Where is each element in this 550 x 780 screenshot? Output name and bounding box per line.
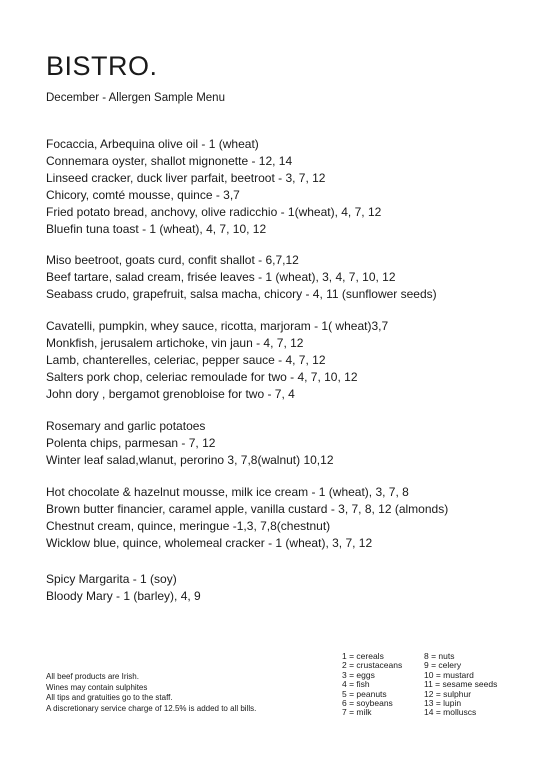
menu-item: Wicklow blue, quince, wholemeal cracker - 1 (wheat), 3, 7, 12 [46, 536, 373, 550]
allergen-legend-item: 3 = eggs [342, 669, 375, 680]
menu-item: Chicory, comté mousse, quince - 3,7 [46, 188, 240, 202]
allergen-legend-item: 6 = soybeans [342, 698, 393, 709]
menu-section-sides [46, 418, 526, 469]
allergen-legend-item: 9 = celery [424, 660, 462, 671]
page-subtitle: December - Allergen Sample Menu [46, 92, 225, 104]
allergen-legend-item: 7 = milk [342, 707, 372, 718]
menu-item: Fried potato bread, anchovy, olive radicchio - 1(wheat), 4, 7, 12 [46, 205, 382, 219]
footer-note: All beef products are Irish. [46, 672, 139, 681]
menu-item: Hot chocolate & hazelnut mousse, milk ice cream - 1 (wheat), 3, 7, 8 [46, 485, 409, 499]
menu-item: Rosemary and garlic potatoes [46, 419, 206, 433]
allergen-legend-item: 14 = molluscs [424, 707, 477, 718]
menu-item: Chestnut cream, quince, meringue -1,3, 7,8(chestnut) [46, 519, 331, 533]
menu-item: Miso beetroot, goats curd, confit shallot - 6,7,12 [46, 253, 299, 267]
menu-item: Polenta chips, parmesan - 7, 12 [46, 436, 216, 450]
footer-note: A discretionary service charge of 12.5% is added to all bills. [46, 703, 257, 713]
menu-section-snacks [46, 136, 526, 238]
allergen-legend-item: 12 = sulphur [424, 688, 472, 699]
menu-item: Cavatelli, pumpkin, whey sauce, ricotta, marjoram - 1( wheat)3,7 [46, 319, 389, 333]
menu-item: Winter leaf salad,wlanut, perorino 3, 7,8(walnut) 10,12 [46, 453, 334, 467]
menu-section-mains [46, 318, 526, 403]
allergen-legend-item: 1 = cereals [342, 651, 384, 661]
allergen-legend-column-2 [424, 652, 497, 718]
menu-item: Lamb, chanterelles, celeriac, pepper sauce - 4, 7, 12 [46, 353, 326, 367]
menu-item: Connemara oyster, shallot mignonette - 12, 14 [46, 154, 293, 168]
allergen-legend-item: 11 = sesame seeds [424, 679, 498, 690]
footer-note: Wines may contain sulphites [46, 682, 148, 692]
menu-item: Bluefin tuna toast - 1 (wheat), 4, 7, 10, 12 [46, 222, 267, 236]
menu-item: John dory , bergamot grenobloise for two - 7, 4 [46, 387, 295, 401]
allergen-legend-item: 2 = crustaceans [342, 660, 403, 671]
menu-item: Spicy Margarita - 1 (soy) [46, 572, 177, 586]
menu-item: Linseed cracker, duck liver parfait, beetroot - 3, 7, 12 [46, 171, 326, 185]
menu-item: Brown butter financier, caramel apple, vanilla custard - 3, 7, 8, 12 (almonds) [46, 502, 449, 516]
footer-notes [46, 672, 326, 714]
menu-item: Bloody Mary - 1 (barley), 4, 9 [46, 589, 201, 603]
allergen-legend-item: 13 = lupin [424, 698, 462, 709]
menu-item: Monkfish, jerusalem artichoke, vin jaun - 4, 7, 12 [46, 336, 304, 350]
menu-section-drinks [46, 571, 526, 605]
menu-item: Beef tartare, salad cream, frisée leaves - 1 (wheat), 3, 4, 7, 10, 12 [46, 270, 396, 284]
menu-item: Seabass crudo, grapefruit, salsa macha, chicory - 4, 11 (sunflower seeds) [46, 287, 437, 301]
allergen-legend-item: 4 = fish [342, 679, 370, 690]
allergen-legend-column-1 [342, 652, 402, 718]
allergen-legend-item: 10 = mustard [424, 669, 474, 680]
menu-item: Focaccia, Arbequina olive oil - 1 (wheat) [46, 137, 259, 151]
page-title: BISTRO. [46, 51, 158, 81]
menu-section-starters [46, 252, 526, 303]
menu-section-desserts [46, 484, 526, 552]
allergen-legend-item: 8 = nuts [424, 651, 455, 661]
menu-item: Salters pork chop, celeriac remoulade for two - 4, 7, 10, 12 [46, 370, 358, 384]
footer-note: All tips and gratuities go to the staff. [46, 693, 173, 703]
allergen-legend-item: 5 = peanuts [342, 688, 387, 699]
